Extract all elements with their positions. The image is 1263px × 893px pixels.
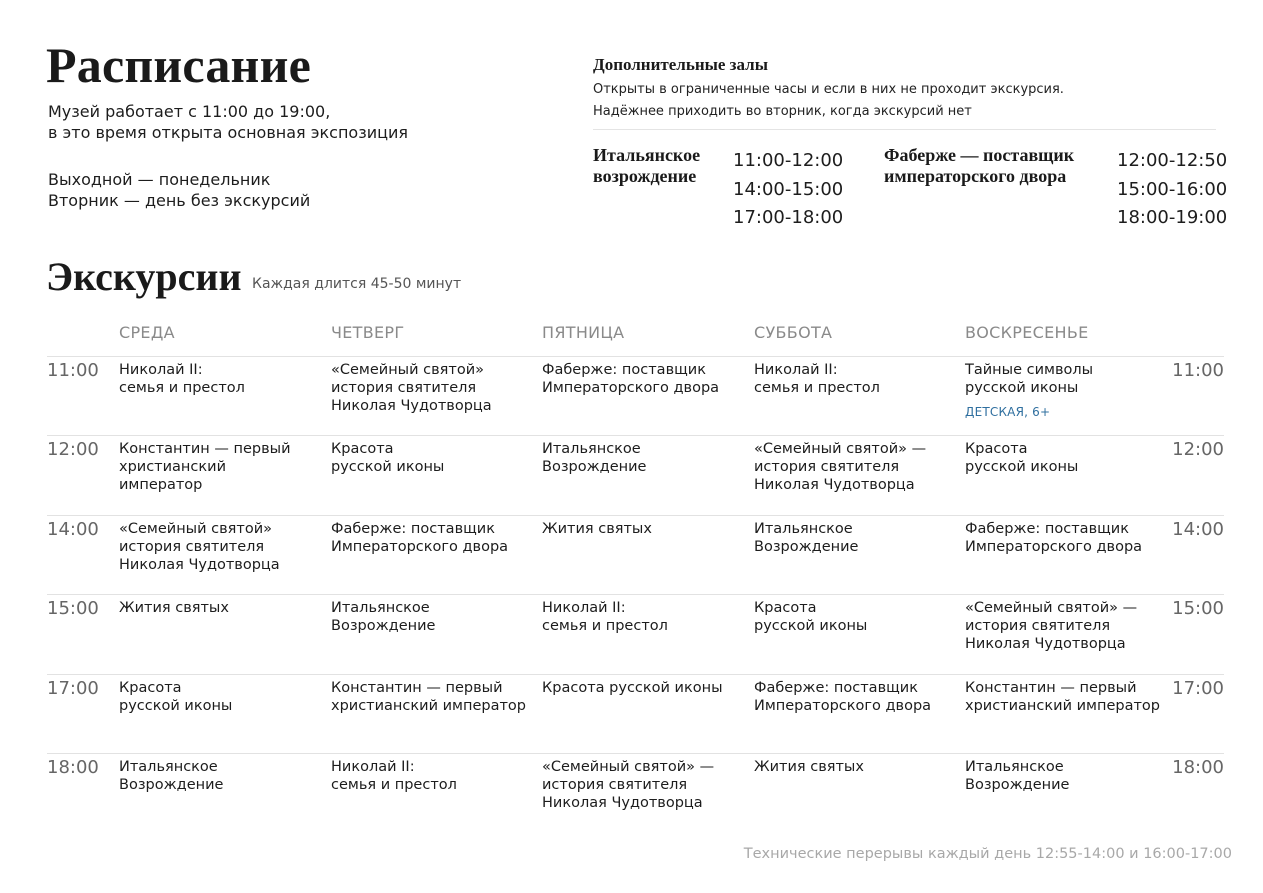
time-label-right: 15:00	[1172, 598, 1224, 619]
excursion-title-line: Фаберже: поставщик	[542, 362, 706, 378]
excursion-title-line: история святителя	[965, 618, 1111, 634]
day-header-wednesday: СРЕДА	[119, 323, 175, 342]
days-off-line: Вторник — день без экскурсий	[48, 191, 311, 210]
opening-hours	[48, 101, 408, 143]
hall-time: 14:00-15:00	[733, 178, 844, 200]
excursion-title-line: император	[119, 477, 203, 493]
excursion-title-line: Итальянское	[331, 600, 430, 616]
row-divider	[47, 356, 1224, 357]
excursion-title-line: Константин — первый	[119, 441, 291, 457]
excursion-title-line: Николая Чудотворца	[965, 636, 1126, 652]
excursion-title-line: Императорского двора	[542, 380, 720, 396]
time-label-right: 14:00	[1172, 519, 1224, 540]
day-header-friday: ПЯТНИЦА	[542, 323, 625, 342]
excursion-title-line: Красота	[754, 600, 817, 616]
time-label-left: 18:00	[47, 757, 99, 778]
time-label-right: 18:00	[1172, 757, 1224, 778]
excursion-title-line: «Семейный святой» —	[754, 441, 927, 457]
opening-hours-line: Музей работает с 11:00 до 19:00,	[48, 102, 331, 121]
excursion-cell	[754, 440, 959, 494]
excursion-title-line: история святителя	[119, 539, 265, 555]
excursion-title-line: история святителя	[754, 459, 900, 475]
extra-halls-description	[593, 79, 1064, 123]
extra-halls-title: Дополнительные залы	[593, 55, 768, 74]
excursion-title-line: семья и престол	[331, 777, 457, 793]
excursion-title-line: русской иконы	[965, 380, 1079, 396]
excursion-title-line: Тайные символы	[965, 362, 1094, 378]
days-off-info	[48, 169, 310, 211]
excursion-cell	[542, 440, 747, 476]
excursion-cell	[542, 679, 747, 697]
row-divider	[47, 594, 1224, 595]
excursion-title-line: Фаберже: поставщик	[331, 521, 495, 537]
excursion-cell	[965, 440, 1170, 476]
hall-faberge-times	[1117, 147, 1227, 233]
excursion-title-line: христианский император	[965, 698, 1160, 714]
excursion-title-line: Жития святых	[119, 600, 229, 616]
extra-halls-desc-line: Надёжнее приходить во вторник, когда экскурсий нет	[593, 104, 972, 119]
excursion-title-line: Жития святых	[754, 759, 864, 775]
excursion-title-line: Николая Чудотворца	[754, 477, 915, 493]
excursion-title-line: Возрождение	[754, 539, 859, 555]
hall-time: 12:00-12:50	[1117, 150, 1228, 171]
excursion-title-line: история святителя	[542, 777, 688, 793]
excursion-title-line: Фаберже: поставщик	[965, 521, 1129, 537]
excursion-title-line: христианский	[119, 459, 226, 475]
excursion-cell	[542, 361, 747, 397]
time-label-right: 11:00	[1172, 360, 1224, 381]
excursion-title-line: русской иконы	[331, 459, 445, 475]
row-divider	[47, 753, 1224, 754]
row-divider	[47, 515, 1224, 516]
excursion-title-line: Возрождение	[331, 618, 436, 634]
hall-name-line: Фаберже — поставщик	[884, 145, 1075, 165]
day-header-sunday: ВОСКРЕСЕНЬЕ	[965, 323, 1089, 342]
excursion-cell	[542, 758, 747, 812]
excursion-title-line: Возрождение	[542, 459, 647, 475]
excursion-cell	[119, 679, 324, 715]
row-divider	[47, 435, 1224, 436]
excursion-title-line: Итальянское	[754, 521, 853, 537]
excursion-title-line: Красота русской иконы	[542, 680, 723, 696]
time-label-left: 14:00	[47, 519, 99, 540]
time-label-left: 11:00	[47, 360, 99, 381]
excursion-cell	[965, 361, 1170, 421]
days-off-line: Выходной — понедельник	[48, 170, 271, 189]
excursion-cell	[331, 679, 536, 715]
excursion-cell	[754, 758, 959, 776]
excursion-cell	[542, 520, 747, 538]
excursion-title-line: история святителя	[331, 380, 477, 396]
hall-time: 17:00-18:00	[733, 207, 844, 228]
excursion-cell	[119, 520, 324, 574]
time-label-left: 17:00	[47, 678, 99, 699]
excursion-cell	[542, 599, 747, 635]
excursions-subtitle: Каждая длится 45-50 минут	[252, 276, 462, 292]
hall-italian-name	[593, 145, 700, 187]
day-header-thursday: ЧЕТВЕРГ	[331, 323, 405, 342]
excursions-title: Экскурсии	[46, 254, 242, 299]
excursion-title-line: «Семейный святой» —	[542, 759, 715, 775]
hall-time: 11:00-12:00	[733, 150, 844, 171]
row-divider	[47, 674, 1224, 675]
time-label-right: 17:00	[1172, 678, 1224, 699]
footnote: Технические перерывы каждый день 12:55-14:00 и 16:00-17:00	[743, 846, 1232, 862]
time-label-left: 12:00	[47, 439, 99, 460]
excursion-title-line: Николая Чудотворца	[542, 795, 703, 811]
divider	[593, 129, 1216, 130]
excursion-cell	[119, 599, 324, 617]
excursion-title-line: русской иконы	[119, 698, 233, 714]
excursion-title-line: Итальянское	[119, 759, 218, 775]
excursion-title-line: Константин — первый	[965, 680, 1137, 696]
excursion-cell	[331, 520, 536, 556]
excursion-cell	[754, 361, 959, 397]
day-header-saturday: СУББОТА	[754, 323, 833, 342]
excursion-title-line: Фаберже: поставщик	[754, 680, 918, 696]
excursion-title-line: Императорского двора	[965, 539, 1143, 555]
excursion-cell	[965, 758, 1170, 794]
excursion-cell	[331, 758, 536, 794]
time-label-left: 15:00	[47, 598, 99, 619]
excursion-cell	[119, 440, 324, 494]
excursion-title-line: Итальянское	[965, 759, 1064, 775]
excursion-title-line: русской иконы	[754, 618, 868, 634]
excursion-cell	[965, 679, 1170, 715]
hall-faberge-name	[884, 145, 1074, 187]
excursion-cell	[331, 440, 536, 476]
excursion-title-line: Красота	[119, 680, 182, 696]
excursion-cell	[754, 599, 959, 635]
hall-italian-times	[733, 147, 843, 233]
excursion-title-line: Императорского двора	[331, 539, 509, 555]
hall-time: 15:00-16:00	[1117, 178, 1228, 200]
age-badge: ДЕТСКАЯ, 6+	[965, 405, 1051, 419]
excursion-cell	[965, 520, 1170, 556]
excursion-title-line: Константин — первый	[331, 680, 503, 696]
excursion-cell	[331, 361, 536, 415]
excursion-title-line: Николая Чудотворца	[119, 557, 280, 573]
excursion-title-line: Итальянское	[542, 441, 641, 457]
opening-hours-line: в это время открыта основная экспозиция	[48, 123, 409, 142]
excursion-title-line: Красота	[331, 441, 394, 457]
hall-time: 18:00-19:00	[1117, 207, 1228, 228]
excursion-title-line: «Семейный святой» —	[965, 600, 1138, 616]
excursion-title-line: Императорского двора	[754, 698, 932, 714]
excursion-title-line: Возрождение	[119, 777, 224, 793]
extra-halls-desc-line: Открыты в ограниченные часы и если в них не проходит экскурсия.	[593, 82, 1064, 97]
excursion-title-line: Николай II:	[119, 362, 203, 378]
excursion-title-line: Возрождение	[965, 777, 1070, 793]
excursion-cell	[119, 758, 324, 794]
excursion-title-line: «Семейный святой»	[119, 521, 273, 537]
hall-name-line: императорского двора	[884, 166, 1067, 186]
excursion-title-line: Жития святых	[542, 521, 652, 537]
excursion-title-line: Николай II:	[331, 759, 415, 775]
excursion-title-line: Красота	[965, 441, 1028, 457]
excursion-title-line: христианский император	[331, 698, 526, 714]
excursion-title-line: «Семейный святой»	[331, 362, 485, 378]
time-label-right: 12:00	[1172, 439, 1224, 460]
excursion-title-line: Николай II:	[754, 362, 838, 378]
excursion-cell	[754, 520, 959, 556]
excursion-cell	[119, 361, 324, 397]
excursion-cell	[331, 599, 536, 635]
excursion-cell	[965, 599, 1170, 653]
excursion-title-line: семья и престол	[119, 380, 245, 396]
hall-name-line: Итальянское	[593, 145, 701, 165]
page-title: Расписание	[46, 37, 311, 93]
excursion-title-line: Николай II:	[542, 600, 626, 616]
excursion-title-line: семья и престол	[542, 618, 668, 634]
excursion-cell	[754, 679, 959, 715]
excursion-title-line: русской иконы	[965, 459, 1079, 475]
excursion-title-line: семья и престол	[754, 380, 880, 396]
excursion-title-line: Николая Чудотворца	[331, 398, 492, 414]
hall-name-line: возрождение	[593, 166, 697, 186]
